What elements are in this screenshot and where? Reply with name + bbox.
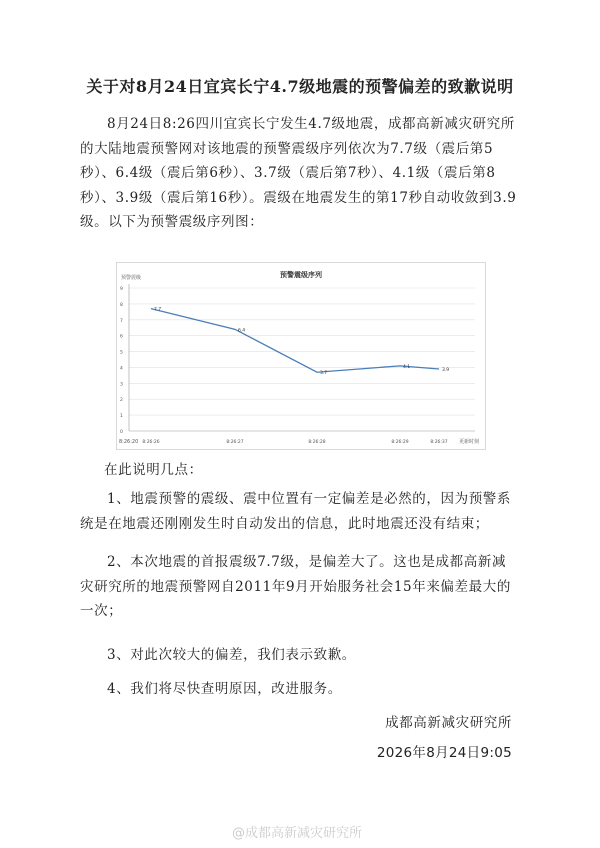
x-axis-label: 更新时刻: [458, 439, 479, 445]
x-tick-label-3: 8:26:29: [391, 440, 409, 445]
document-title: 关于对8月24日宜宾长宁4.7级地震的预警偏差的致歉说明: [86, 77, 514, 96]
y-tick-label-7: 7: [120, 318, 123, 324]
y-tick-label-2: 2: [120, 398, 123, 404]
y-tick-label-9: 9: [120, 287, 123, 292]
x-tick-label-0: 8:26:26: [142, 440, 160, 445]
x-tick-label-2: 8:26:28: [308, 440, 326, 445]
note-point-4: 4、我们将尽快查明原因，改进服务。: [107, 681, 342, 697]
data-label-2: 3.7: [320, 371, 328, 377]
x-tick-label-1: 8:26:27: [226, 440, 244, 445]
notes-heading: 在此说明几点：: [104, 462, 203, 478]
data-label-4: 3.9: [442, 368, 450, 374]
chart-title: 预警震级序列: [280, 271, 322, 279]
data-label-0: 7.7: [154, 307, 162, 313]
y-tick-label-8: 8: [120, 302, 123, 308]
y-tick-label-4: 4: [120, 366, 123, 372]
y-axis-label: 预警震级: [121, 275, 142, 281]
magnitude-chart-svg: [117, 263, 485, 449]
y-tick-label-6: 6: [120, 334, 123, 340]
watermark: @成都高新减灾研究所: [232, 826, 363, 841]
y-tick-label-5: 5: [120, 350, 123, 356]
signing-date: 2026年8月24日9:05: [376, 745, 512, 761]
note-point-3: 3、对此次较大的偏差，我们表示致歉。: [107, 647, 356, 663]
magnitude-chart: [116, 262, 486, 450]
y-tick-label-0: 0: [120, 430, 123, 435]
y-tick-label-3: 3: [120, 382, 123, 388]
data-label-1: 6.4: [238, 328, 246, 334]
intro-paragraph: 8月24日8:26四川宜宾长宁发生4.7级地震，成都高新减灾研究所的大陆地震预警网对该地震的预警震级序列依次为7.7级（震后第5秒）、6.4级（震后第6秒）、3.7级（震后第7秒）、4.1级（震后第8秒）、3.9级（震后第16秒）。震级在地震发生的第17秒自动收敛到3.9级。以下为预警震级序列图：: [80, 116, 517, 230]
x-tick-label-4: 8:26:37: [430, 440, 448, 445]
x-origin-label: 8:26:20: [119, 439, 139, 445]
y-tick-label-1: 1: [120, 414, 123, 420]
note-point-1: 1、地震预警的震级、震中位置有一定偏差是必然的，因为预警系统是在地震还刚刚发生时自动发出的信息，此时地震还没有结束；: [80, 491, 511, 532]
signer: 成都高新减灾研究所: [385, 715, 512, 731]
series-line: [151, 309, 439, 373]
note-point-2: 2、本次地震的首报震级7.7级，是偏差大了。这也是成都高新减灾研究所的地震预警网自2011年9月开始服务社会15年来偏差最大的一次；: [80, 554, 511, 619]
data-label-3: 4.1: [403, 364, 411, 370]
